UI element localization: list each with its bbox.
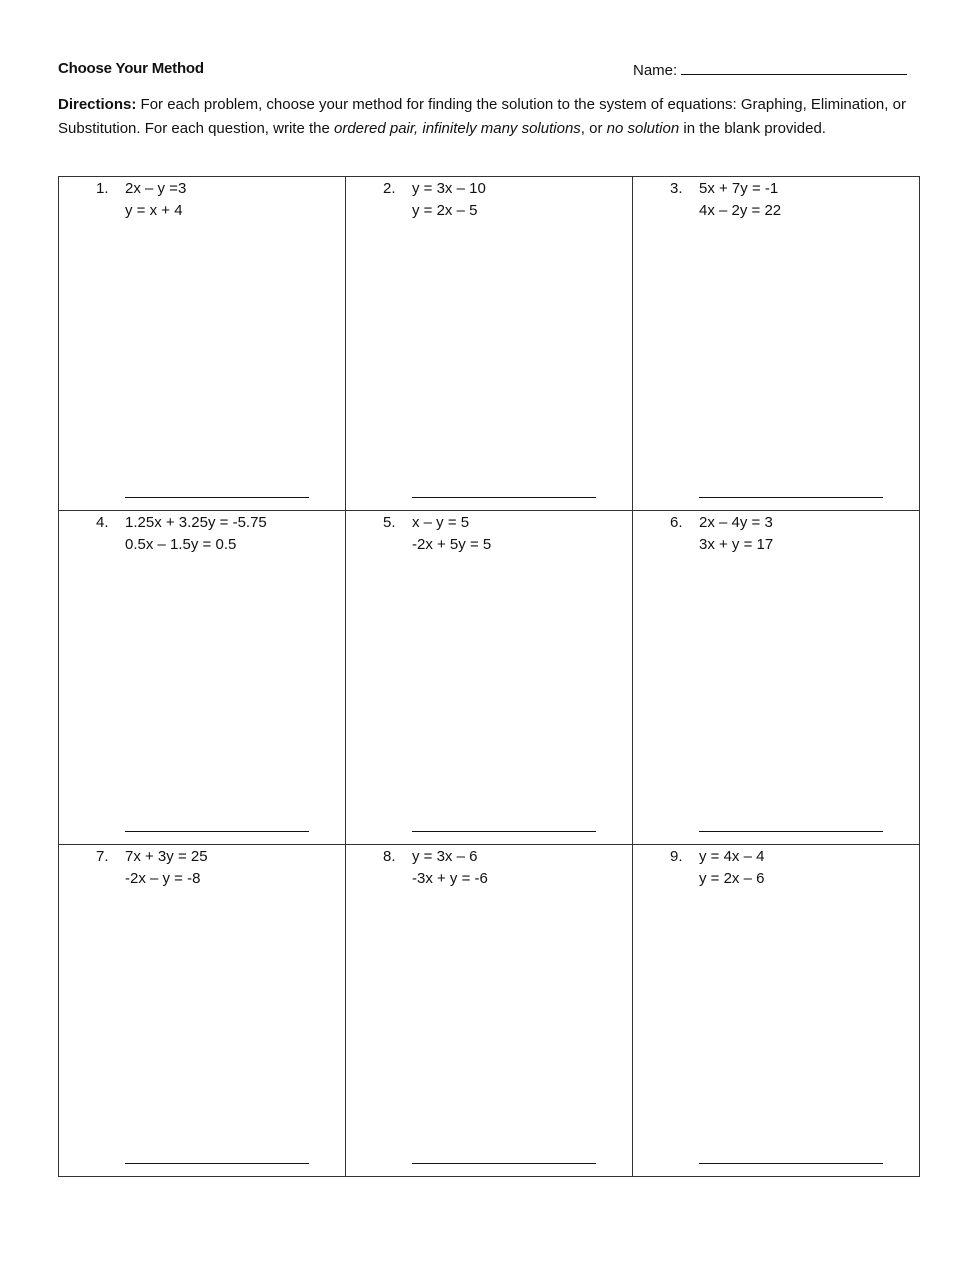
problem-number: 1. (96, 180, 109, 197)
answer-blank-line[interactable] (125, 496, 309, 498)
problem-number: 2. (383, 180, 396, 197)
equation-2: y = x + 4 (125, 202, 183, 219)
directions-text-2: , or (580, 119, 607, 137)
problem-cell-6 (633, 511, 919, 845)
problem-number: 9. (670, 848, 683, 865)
problem-number: 4. (96, 514, 109, 531)
problem-number: 3. (670, 180, 683, 197)
equation-2: -2x + 5y = 5 (412, 536, 492, 553)
answer-blank-line[interactable] (125, 1162, 309, 1164)
answer-blank-line[interactable] (125, 830, 309, 832)
worksheet-header (58, 60, 920, 80)
problem-number: 6. (670, 514, 683, 531)
problem-cell-5 (346, 511, 633, 845)
equation-1: y = 4x – 4 (699, 848, 765, 865)
answer-blank-line[interactable] (412, 830, 596, 832)
equation-2: -3x + y = -6 (412, 870, 488, 887)
problem-cell-9 (633, 845, 919, 1176)
answer-blank-line[interactable] (699, 496, 883, 498)
equation-1: x – y = 5 (412, 514, 470, 531)
answer-blank-line[interactable] (412, 496, 596, 498)
equation-2: 4x – 2y = 22 (699, 202, 782, 219)
equation-2: 0.5x – 1.5y = 0.5 (125, 536, 237, 553)
equation-1: y = 3x – 6 (412, 848, 478, 865)
equation-1: 1.25x + 3.25y = -5.75 (125, 514, 267, 531)
problem-cell-7 (59, 845, 346, 1176)
name-label: Name: (633, 62, 678, 79)
directions-paragraph (58, 93, 918, 140)
equation-1: 2x – y =3 (125, 180, 187, 197)
problem-number: 8. (383, 848, 396, 865)
directions-italic-1: ordered pair, infinitely many solutions (333, 119, 581, 137)
worksheet-title: Choose Your Method (58, 60, 204, 77)
name-blank-line[interactable] (681, 60, 907, 75)
directions-text-3: in the blank provided. (679, 119, 826, 137)
equation-1: 2x – 4y = 3 (699, 514, 773, 531)
equation-2: 3x + y = 17 (699, 536, 774, 553)
answer-blank-line[interactable] (699, 830, 883, 832)
problem-number: 7. (96, 848, 109, 865)
equation-1: 7x + 3y = 25 (125, 848, 208, 865)
equation-1: y = 3x – 10 (412, 180, 486, 197)
problem-cell-2 (346, 177, 633, 511)
problem-grid (58, 176, 920, 1177)
name-field-area (633, 60, 907, 79)
directions-label: Directions: (58, 96, 137, 113)
problem-cell-3 (633, 177, 919, 511)
equation-2: y = 2x – 6 (699, 870, 765, 887)
equation-2: y = 2x – 5 (412, 202, 478, 219)
problem-cell-4 (59, 511, 346, 845)
answer-blank-line[interactable] (412, 1162, 596, 1164)
answer-blank-line[interactable] (699, 1162, 883, 1164)
directions-italic-2: no solution (606, 119, 680, 137)
equation-1: 5x + 7y = -1 (699, 180, 779, 197)
problem-cell-8 (346, 845, 633, 1176)
equation-2: -2x – y = -8 (125, 870, 201, 887)
problem-number: 5. (383, 514, 396, 531)
directions-text-1: For each problem, choose your method for finding the solution to the system of equations: Graphing, Elimination, or Substitution. For each question, write the (58, 96, 906, 137)
problem-cell-1 (59, 177, 346, 511)
